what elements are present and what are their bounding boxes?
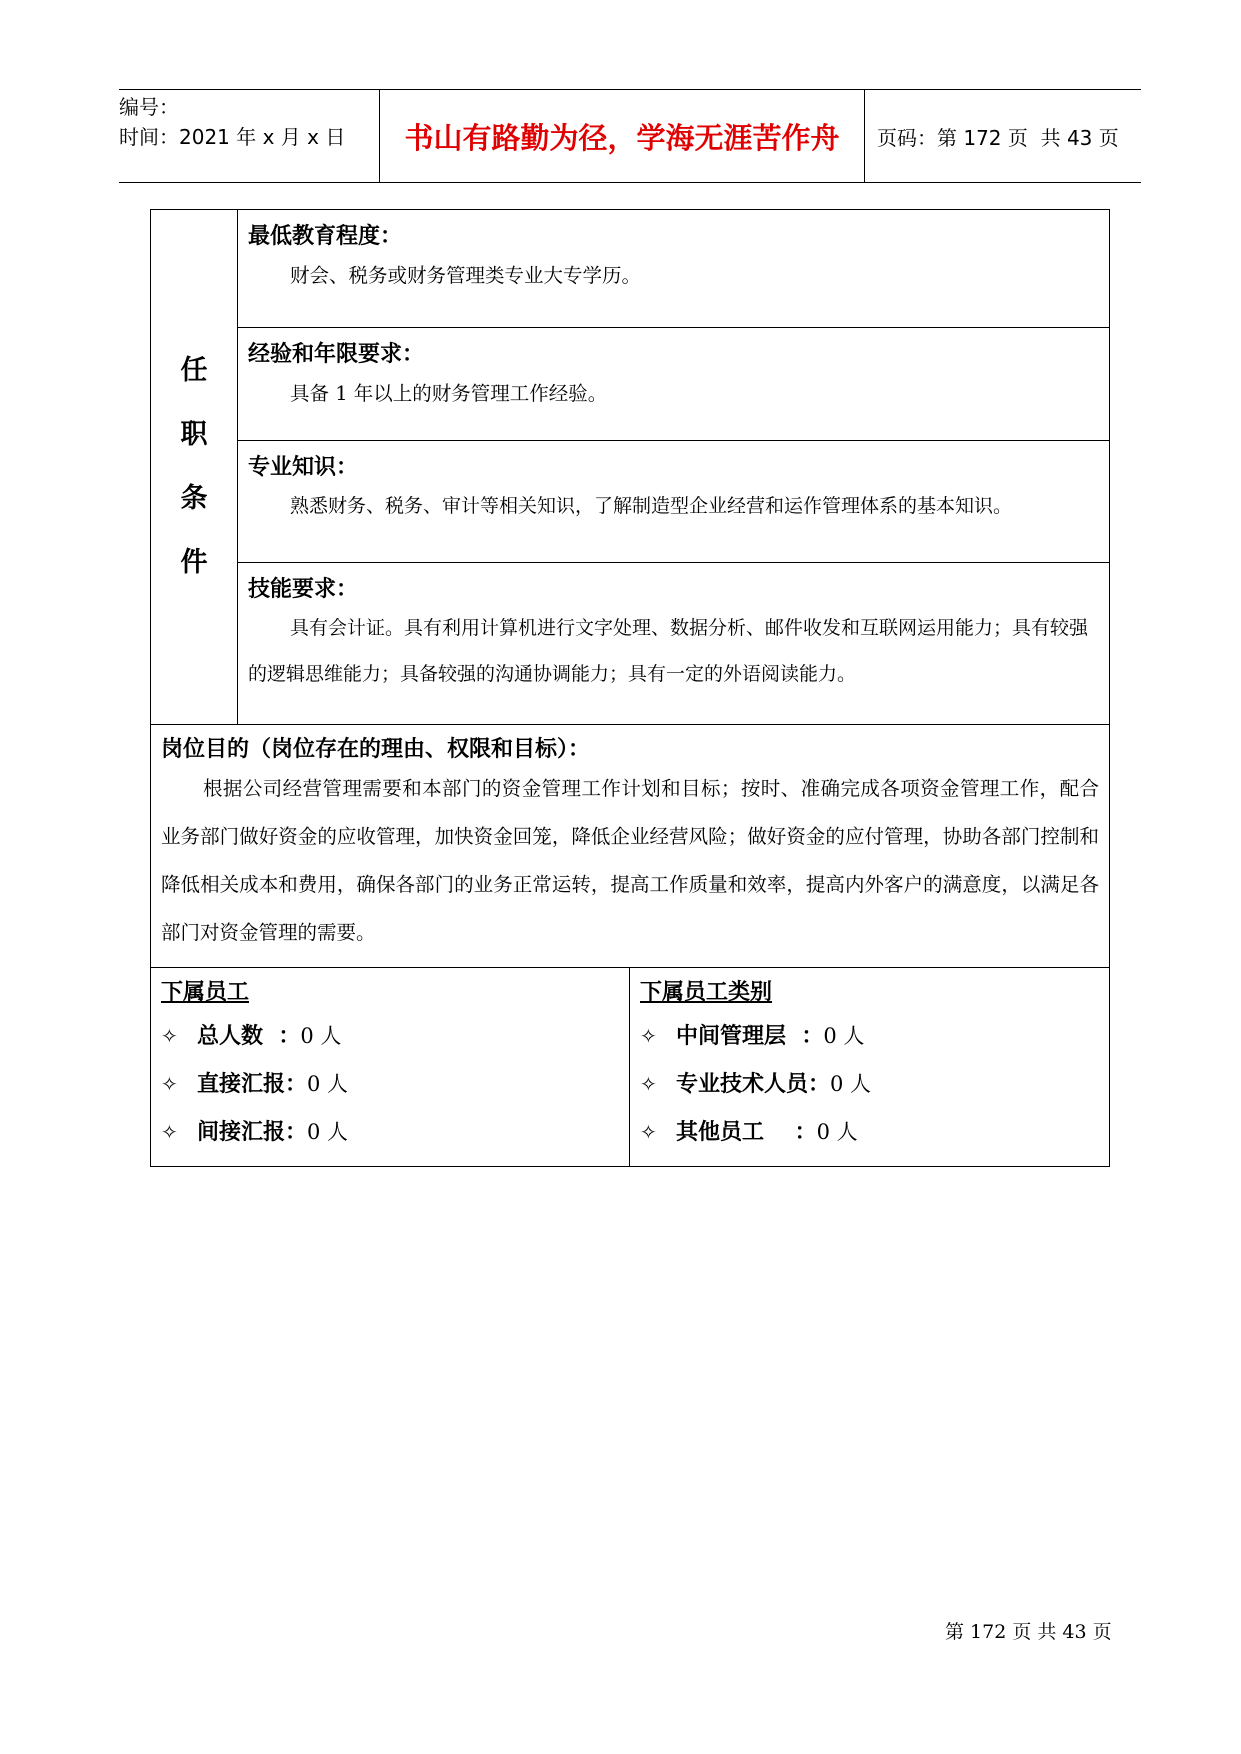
list-item <box>640 1060 1099 1108</box>
knowledge-body: 熟悉财务、税务、审计等相关知识，了解制造型企业经营和运作管理体系的基本知识。 <box>290 495 1013 517</box>
list-item <box>640 1012 1099 1060</box>
purpose-title: 岗位目的（岗位存在的理由、权限和目标）： <box>161 737 591 762</box>
white-four-pointed-star-icon: ✧ <box>161 1024 178 1048</box>
qualifications-label-char: 职 <box>180 419 208 450</box>
subordinates-category-column <box>630 968 1109 1166</box>
item-label: 直接汇报： <box>197 1072 308 1097</box>
item-label: 间接汇报： <box>197 1120 308 1145</box>
qualifications-label-char: 任 <box>180 355 208 386</box>
skills-row <box>238 563 1109 724</box>
document-time: 时间：2021 年 x 月 x 日 <box>119 125 346 149</box>
white-four-pointed-star-icon: ✧ <box>161 1072 178 1096</box>
qualifications-section <box>151 210 1109 725</box>
experience-row <box>238 328 1109 441</box>
item-value: 0 人 <box>830 1072 872 1096</box>
header-page-number <box>865 90 1141 182</box>
purpose-body: 根据公司经营管理需要和本部门的资金管理工作计划和目标；按时、准确完成各项资金管理工作，配合业务部门做好资金的应收管理，加快资金回笼，降低企业经营风险；做好资金的应付管理，协助各部门控制和降低相关成本和费用，确保各部门的业务正常运转，提高工作质量和效率，提高内外客户的满意度，以满足各部门对资金管理的需要。 <box>161 777 1099 944</box>
subordinates-title: 下属员工 <box>161 980 250 1005</box>
qualifications-rows <box>238 210 1109 724</box>
experience-title: 经验和年限要求： <box>248 342 425 367</box>
knowledge-row <box>238 441 1109 563</box>
document-number: 编号： <box>119 95 179 119</box>
education-title: 最低教育程度： <box>248 224 403 249</box>
list-item <box>161 1060 619 1108</box>
item-label: 总人数 ： <box>197 1024 301 1049</box>
subordinates-section <box>151 968 1109 1166</box>
white-four-pointed-star-icon: ✧ <box>640 1072 657 1096</box>
header-page-label: 页码：第 172 页 共 43 页 <box>877 125 1119 150</box>
skills-body: 具有会计证。具有利用计算机进行文字处理、数据分析、邮件收发和互联网运用能力；具有较强的逻辑思维能力；具备较强的沟通协调能力；具有一定的外语阅读能力。 <box>248 617 1089 685</box>
page-footer: 第 172 页 共 43 页 <box>945 1621 1112 1643</box>
list-item <box>161 1012 619 1060</box>
item-label: 其他员工 ： <box>676 1120 817 1145</box>
item-label: 中间管理层 ： <box>676 1024 824 1049</box>
knowledge-title: 专业知识： <box>248 455 359 480</box>
page-header <box>119 89 1141 183</box>
item-value: 0 人 <box>307 1120 349 1144</box>
item-value: 0 人 <box>823 1024 865 1048</box>
education-body: 财会、税务或财务管理类专业大专学历。 <box>290 264 642 287</box>
qualifications-label <box>151 210 238 724</box>
white-four-pointed-star-icon: ✧ <box>640 1120 657 1144</box>
education-row <box>238 210 1109 328</box>
white-four-pointed-star-icon: ✧ <box>161 1120 178 1144</box>
job-description-table <box>150 209 1110 1167</box>
header-left <box>119 90 379 182</box>
item-label: 专业技术人员： <box>676 1072 831 1097</box>
subordinates-count-column <box>151 968 630 1166</box>
header-motto: 书山有路勤为径，学海无涯苦作舟 <box>379 90 865 182</box>
item-value: 0 人 <box>816 1120 858 1144</box>
item-value: 0 人 <box>307 1072 349 1096</box>
item-value: 0 人 <box>300 1024 342 1048</box>
list-item <box>161 1108 619 1156</box>
skills-title: 技能要求： <box>248 577 359 602</box>
qualifications-label-char: 条 <box>180 483 208 514</box>
subordinates-category-title: 下属员工类别 <box>640 980 773 1005</box>
experience-body: 具备 1 年以上的财务管理工作经验。 <box>290 382 608 405</box>
purpose-section <box>151 725 1109 968</box>
qualifications-label-char: 件 <box>180 547 208 578</box>
list-item <box>640 1108 1099 1156</box>
white-four-pointed-star-icon: ✧ <box>640 1024 657 1048</box>
